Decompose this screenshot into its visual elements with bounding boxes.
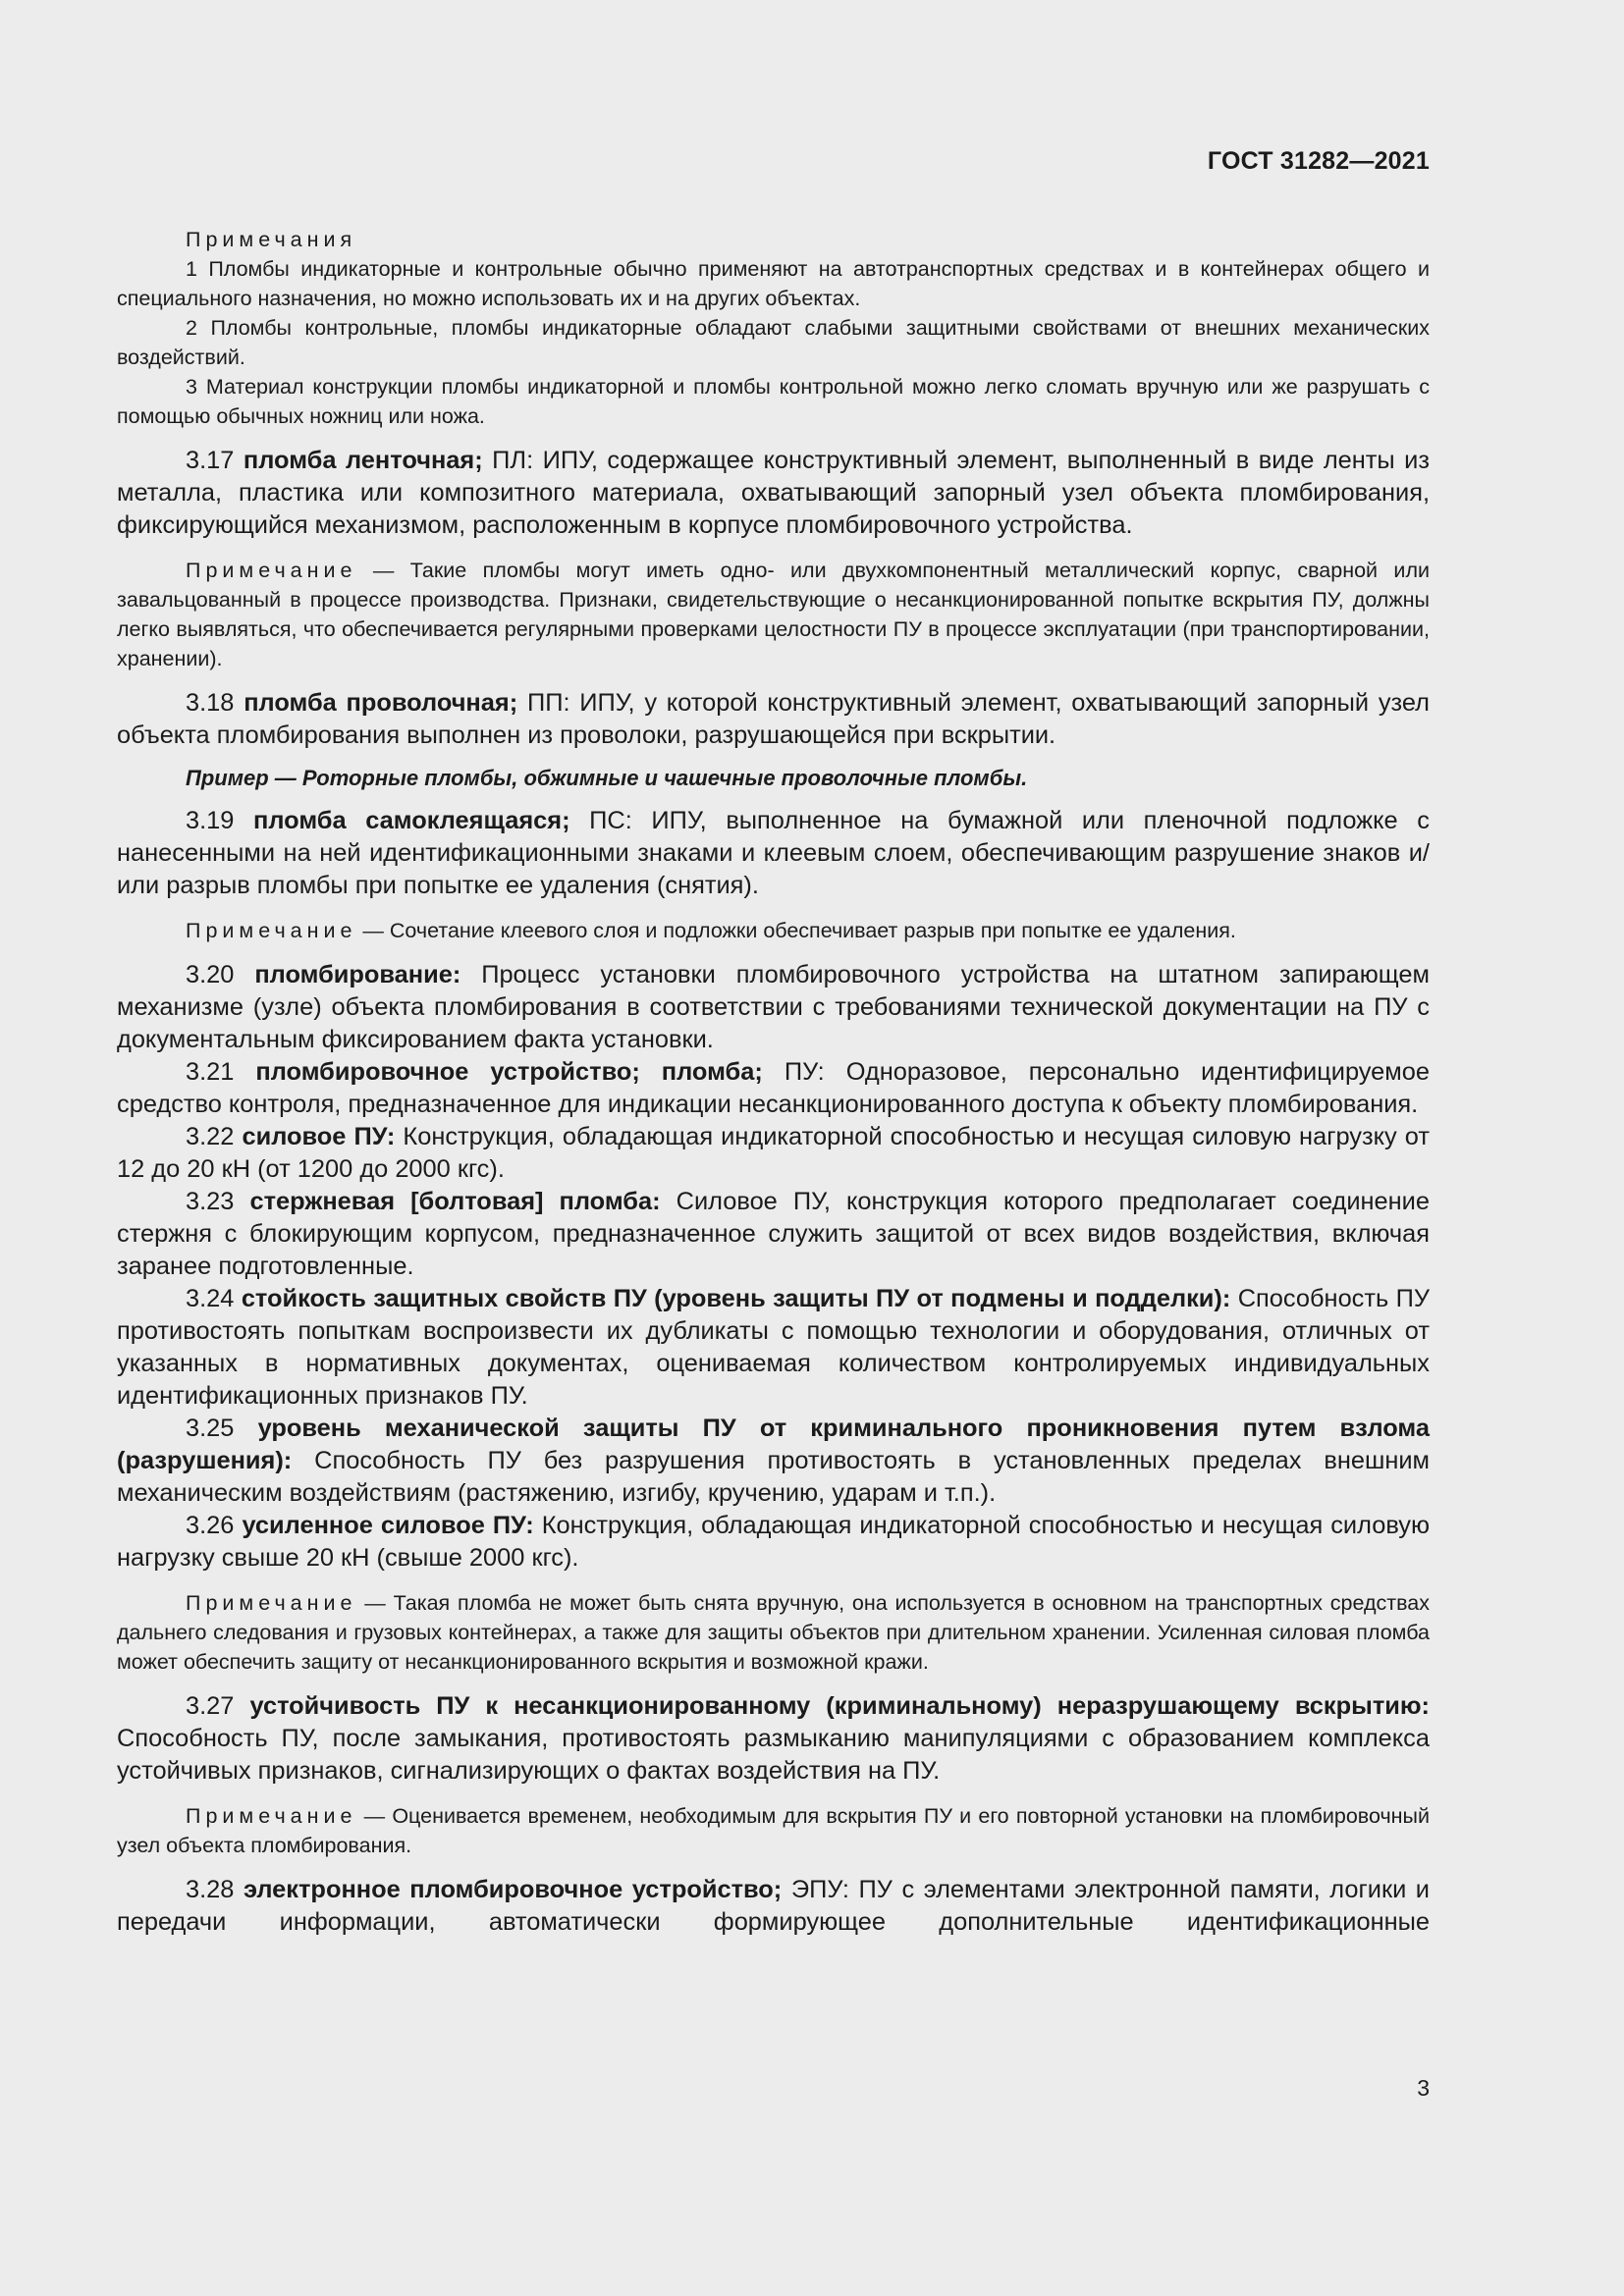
term-3-28: 3.28 электронное пломбировочное устройство; ЭПУ: ПУ с элементами электронной памяти, логики и передачи информации, автоматически формирующее дополнительные идентификационные xyxy=(117,1876,1430,1936)
note-3-27: Примечание — Оценивается временем, необходимым для вскрытия ПУ и его повторной установки на пломбировочный узел объекта пломбирования. xyxy=(117,1804,1430,1857)
term-3-22: 3.22 силовое ПУ: Конструкция, обладающая индикаторной способностью и несущая силовую нагрузку от 12 до 20 кН (от 1200 до 2000 кгс). xyxy=(117,1123,1430,1183)
note-item-3: 3 Материал конструкции пломбы индикаторной и пломбы контрольной можно легко сломать вручную или же разрушать с помощью обычных ножниц или ножа. xyxy=(117,375,1430,428)
example-3-18: Пример — Роторные пломбы, обжимные и чашечные проволочные пломбы. xyxy=(186,766,1028,790)
term-3-19: 3.19 пломба самоклеящаяся; ПС: ИПУ, выполненное на бумажной или пленочной подложке с нанесенными на ней идентификационными знаками и клеевым слоем, обеспечивающим разрушение знаков и/или разрыв пломбы при попытке ее удаления (снятия). xyxy=(117,807,1430,899)
note-item-1: 1 Пломбы индикаторные и контрольные обычно применяют на автотранспортных средствах и в контейнерах общего и специального назначения, но можно использовать их и на других объектах. xyxy=(117,257,1430,310)
term-3-20: 3.20 пломбирование: Процесс установки пломбировочного устройства на штатном запирающем механизме (узле) объекта пломбирования в соответствии с требованиями технической документации на ПУ с документальным фиксированием факта установки. xyxy=(117,961,1430,1053)
term-3-27: 3.27 устойчивость ПУ к несанкционированному (криминальному) неразрушающему вскрытию: Способность ПУ, после замыкания, противостоять размыканию манипуляциями с образованием комплекса устойчивых признаков, сигнализирующих о фактах воздействия на ПУ. xyxy=(117,1692,1430,1785)
term-3-23: 3.23 стержневая [болтовая] пломба: Силовое ПУ, конструкция которого предполагает соединение стержня с блокирующим корпусом, предназначенное служить защитой от всех видов воздействия, включая заранее подготовленные. xyxy=(117,1188,1430,1280)
term-3-21: 3.21 пломбировочное устройство; пломба; ПУ: Одноразовое, персонально идентифицируемое средство контроля, предназначенное для индикации несанкционированного доступа к объекту пломбирования. xyxy=(117,1058,1431,1118)
note-3-19: Примечание — Сочетание клеевого слоя и подложки обеспечивает разрыв при попытке ее удаления. xyxy=(186,919,1236,942)
document-id: ГОСТ 31282—2021 xyxy=(1207,147,1430,175)
term-3-26: 3.26 усиленное силовое ПУ: Конструкция, обладающая индикаторной способностью и несущая силовую нагрузку свыше 20 кН (свыше 2000 кгс). xyxy=(117,1512,1430,1572)
note-3-26: Примечание — Такая пломба не может быть снята вручную, она используется в основном на транспортных средствах дальнего следования и грузовых контейнерах, а также для защиты объектов при длительном хранении. Усиленная силовая пломба может обеспечить защиту от несанкционированного вскрытия и возможной кражи. xyxy=(117,1591,1430,1674)
notes-heading: Примечания xyxy=(186,228,357,251)
page-content xyxy=(117,225,1430,1939)
term-3-24: 3.24 стойкость защитных свойств ПУ (уровень защиты ПУ от подмены и подделки): Способность ПУ противостоять попыткам воспроизвести их дубликаты с помощью технологии и оборудования, отличных от указанных в нормативных документах, оцениваемая количеством контролируемых индивидуальных идентификационных признаков ПУ. xyxy=(117,1285,1430,1410)
note-item-2: 2 Пломбы контрольные, пломбы индикаторные обладают слабыми защитными свойствами от внешних механических воздействий. xyxy=(117,316,1430,369)
page-number: 3 xyxy=(1417,2075,1430,2101)
term-3-18: 3.18 пломба проволочная; ПП: ИПУ, у которой конструктивный элемент, охватывающий запорный узел объекта пломбирования выполнен из проволоки, разрушающейся при вскрытии. xyxy=(117,689,1430,749)
term-3-17: 3.17 пломба ленточная; ПЛ: ИПУ, содержащее конструктивный элемент, выполненный в виде ленты из металла, пластика или композитного материала, охватывающий запорный узел объекта пломбирования, фиксирующийся механизмом, расположенным в корпусе пломбировочного устройства. xyxy=(117,447,1430,539)
term-3-25: 3.25 уровень механической защиты ПУ от криминального проникновения путем взлома (разрушения): Способность ПУ без разрушения противостоять в установленных пределах внешним механическим воздействиям (растяжению, изгибу, кручению, ударам и т.п.). xyxy=(117,1415,1430,1507)
note-3-17: Примечание — Такие пломбы могут иметь одно- или двухкомпонентный металлический корпус, сварной или завальцованный в процессе производства. Признаки, свидетельствующие о несанкционированной попытке вскрытия ПУ, должны легко выявляться, что обеспечивается регулярными проверками целостности ПУ в процессе эксплуатации (при транспортировании, хранении). xyxy=(117,559,1430,670)
